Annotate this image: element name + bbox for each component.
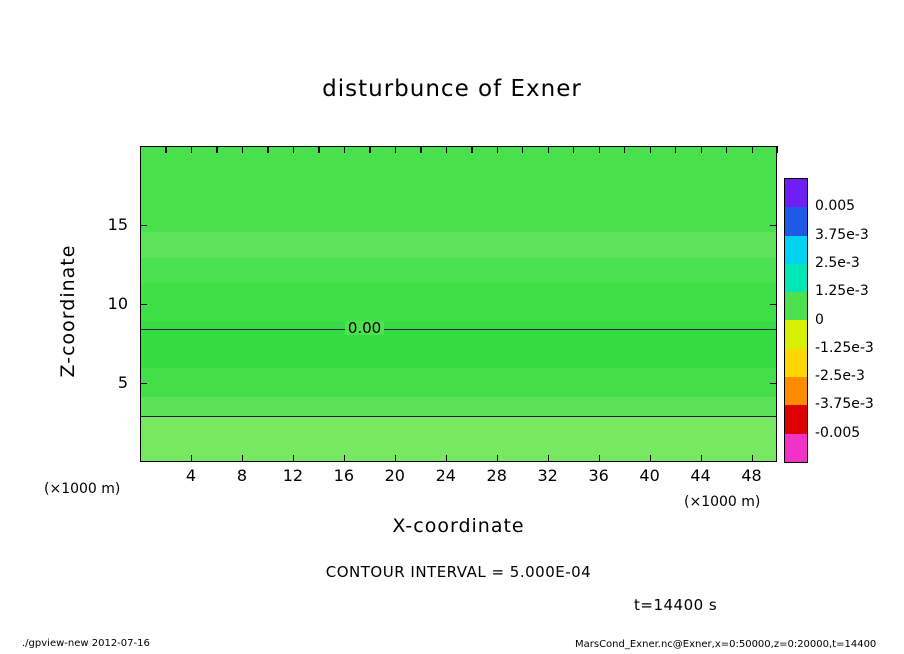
- field-band: [141, 258, 776, 283]
- x-tick: [293, 146, 294, 153]
- x-tick-minor: [369, 146, 370, 153]
- colorbar-cell: [785, 377, 807, 405]
- x-tick: [395, 146, 396, 153]
- colorbar-cell: [785, 349, 807, 377]
- colorbar-tick-label: -3.75e-3: [815, 396, 874, 413]
- x-tick: [650, 146, 651, 153]
- colorbar-cell: [785, 236, 807, 264]
- time-label: t=14400 s: [634, 596, 718, 614]
- colorbar-tick-label: 2.5e-3: [815, 254, 860, 271]
- x-tick-minor: [216, 146, 217, 153]
- colorbar-tick-label: 1.25e-3: [815, 283, 869, 300]
- x-tick: [548, 455, 549, 462]
- field-band: [141, 329, 776, 369]
- x-tick: [701, 455, 702, 462]
- y-tick: [770, 225, 777, 226]
- y-tick: [140, 304, 147, 305]
- x-tick: [344, 146, 345, 153]
- field-band: [141, 283, 776, 321]
- x-tick-label: 20: [384, 466, 405, 485]
- x-tick: [497, 455, 498, 462]
- x-tick: [497, 146, 498, 153]
- field-band: [141, 321, 776, 329]
- y-axis-title: Z-coordinate: [57, 244, 79, 378]
- y-tick: [140, 225, 147, 226]
- x-tick: [293, 455, 294, 462]
- x-tick-label: 16: [333, 466, 354, 485]
- colorbar-tick-label: -0.005: [815, 424, 861, 441]
- x-tick: [650, 455, 651, 462]
- x-tick-label: 44: [690, 466, 711, 485]
- x-tick: [344, 455, 345, 462]
- x-tick-label: 4: [185, 466, 197, 485]
- contour-line: [141, 416, 776, 417]
- x-tick-minor: [522, 146, 523, 153]
- colorbar-cell: [785, 292, 807, 320]
- contour-value-label: 0.00: [345, 321, 384, 335]
- x-tick-label: 32: [537, 466, 558, 485]
- field-band: [141, 397, 776, 416]
- x-tick: [446, 455, 447, 462]
- x-tick: [701, 146, 702, 153]
- footer-left: ./gpview-new 2012-07-16: [22, 638, 150, 649]
- colorbar-tick-label: 3.75e-3: [815, 226, 869, 243]
- x-tick-label: 36: [588, 466, 609, 485]
- x-tick-minor: [165, 146, 166, 153]
- x-tick-minor: [726, 146, 727, 153]
- field-band: [141, 232, 776, 257]
- contour-line: [141, 329, 776, 330]
- x-tick-minor: [573, 146, 574, 153]
- field-band: [141, 147, 776, 232]
- x-units-right: (×1000 m): [684, 494, 761, 510]
- field-band: [141, 416, 776, 462]
- colorbar-tick-label: -2.5e-3: [815, 368, 865, 385]
- x-tick: [191, 146, 192, 153]
- x-tick: [548, 146, 549, 153]
- x-tick: [242, 455, 243, 462]
- colorbar-tick-label: 0.005: [815, 198, 856, 215]
- colorbar: [784, 178, 808, 463]
- x-tick-minor: [267, 146, 268, 153]
- x-tick: [599, 146, 600, 153]
- colorbar-cell: [785, 207, 807, 235]
- y-tick: [770, 383, 777, 384]
- x-tick-label: 24: [435, 466, 456, 485]
- plot-area: [140, 146, 777, 462]
- x-tick-label: 12: [282, 466, 304, 485]
- footer-right: MarsCond_Exner.nc@Exner,x=0:50000,z=0:20000,t=14400: [575, 639, 877, 650]
- x-tick-minor: [777, 146, 778, 153]
- x-tick: [752, 146, 753, 153]
- colorbar-tick-label: 0: [815, 311, 824, 328]
- x-axis-title: X-coordinate: [392, 515, 525, 537]
- colorbar-cell: [785, 264, 807, 292]
- x-units-left: (×1000 m): [44, 481, 121, 497]
- x-tick-label: 48: [741, 466, 762, 485]
- x-tick: [242, 146, 243, 153]
- y-tick-label: 15: [107, 215, 128, 234]
- x-tick-minor: [318, 146, 319, 153]
- x-tick-minor: [624, 146, 625, 153]
- colorbar-cell: [785, 434, 807, 462]
- contour-interval-label: CONTOUR INTERVAL = 5.000E-04: [325, 563, 592, 581]
- x-tick: [752, 455, 753, 462]
- field-band: [141, 368, 776, 396]
- colorbar-cell: [785, 179, 807, 207]
- x-tick-minor: [675, 146, 676, 153]
- chart-title: disturbunce of Exner: [322, 76, 582, 102]
- colorbar-tick-label: -1.25e-3: [815, 339, 874, 356]
- y-tick-label: 5: [117, 373, 128, 392]
- x-tick: [446, 146, 447, 153]
- x-tick-label: 40: [639, 466, 660, 485]
- y-tick: [140, 383, 147, 384]
- x-tick: [191, 455, 192, 462]
- y-tick: [770, 304, 777, 305]
- colorbar-cell: [785, 405, 807, 433]
- y-tick-label: 10: [107, 294, 128, 313]
- x-tick-label: 8: [236, 466, 247, 485]
- colorbar-cell: [785, 320, 807, 348]
- x-tick: [599, 455, 600, 462]
- x-tick-minor: [471, 146, 472, 153]
- x-tick-minor: [420, 146, 421, 153]
- x-tick: [395, 455, 396, 462]
- x-tick-label: 28: [486, 466, 507, 485]
